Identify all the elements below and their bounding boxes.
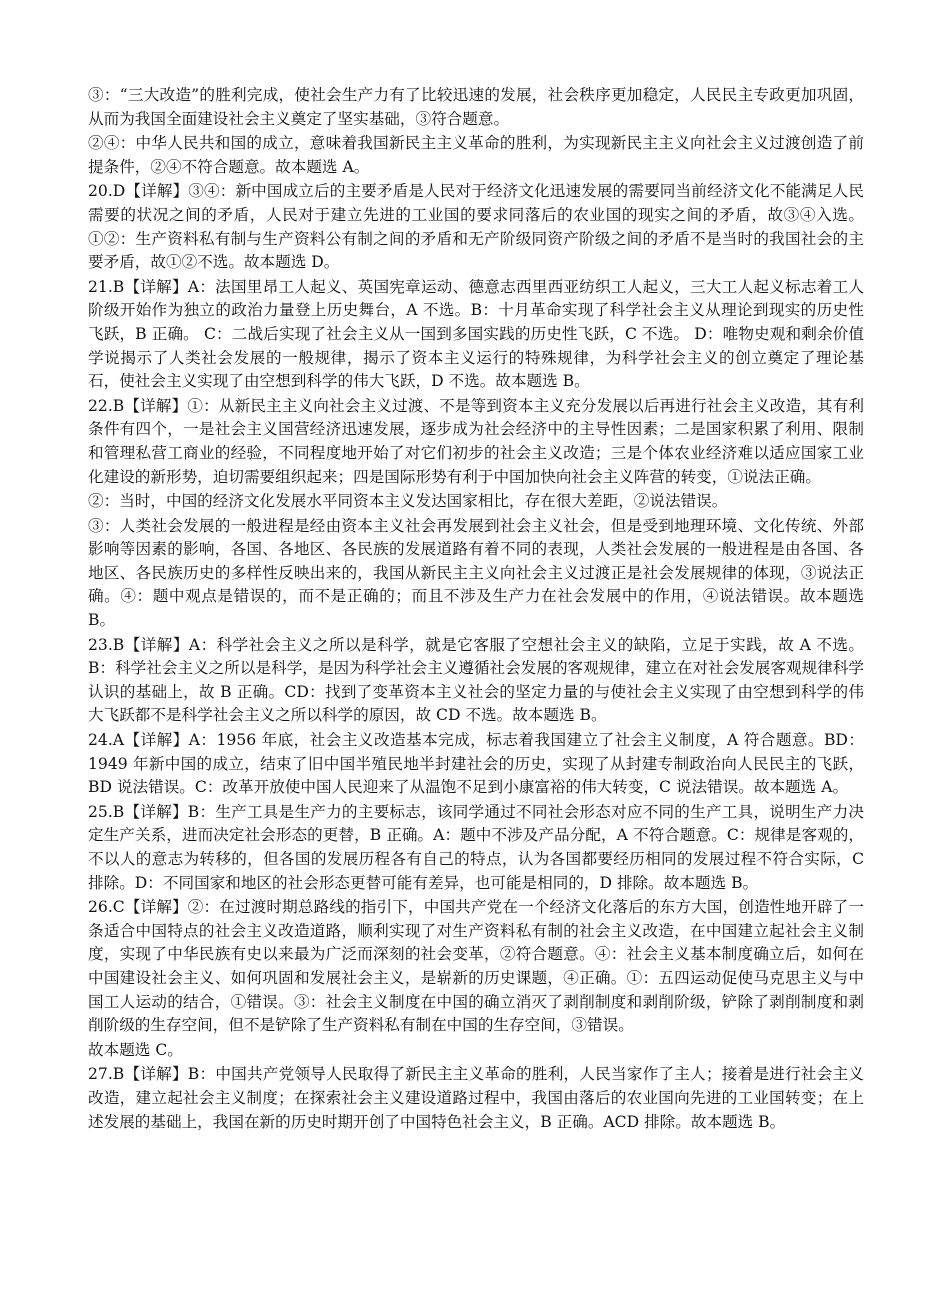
paragraph-q26: 26.C【详解】②：在过渡时期总路线的指引下，中国共产党在一个经济文化落后的东方大国，创造性地开辟了一条适合中国特点的社会主义改造道路，顺利实现了对生产资料私有制的社会主义改造，在中国建立起社会主义制度，实现了中华民族有史以来最为广泛而深刻的社会变革，②符合题意。④：社会主义基本制度确立后，如何在中国建设社会主义、如何巩固和发展社会主义，是崭新的历史课题，④正确。①：五四运动促使马克思主义与中国工人运动的结合，①错误。③：社会主义制度在中国的确立消灭了剥削制度和剥削阶级，铲除了剥削制度和剥削阶级的生存空间，但不是铲除了生产资料私有制在中国的生存空间，③错误。 bbox=[88, 898, 864, 1035]
paragraph-q19-point-2-4: ②④：中华人民共和国的成立，意味着我国新民主主义革命的胜利，为实现新民主主义向社会主义过渡创造了前提条件，②④不符合题意。故本题选 A。 bbox=[88, 134, 864, 176]
paragraph-q22-point-1: 22.B【详解】①：从新民主主义向社会主义过渡、不是等到资本主义充分发展以后再进行社会主义改造，其有利条件有四个，一是社会主义国营经济迅速发展，逐步成为社会经济中的主导性因素；二是国家积累了利用、限制和管理私营工商业的经验，不同程度地开始了对它们初步的社会主义改造；三是个体农业经济难以适应国家工业化建设的新形势，迫切需要组织起来；四是国际形势有利于中国加快向社会主义阵营的转变，①说法正确。 bbox=[88, 396, 864, 486]
answer-explanations bbox=[88, 84, 864, 1134]
paragraph-q21: 21.B【详解】A：法国里昂工人起义、英国宪章运动、德意志西里西亚纺织工人起义，三大工人起义标志着工人阶级开始作为独立的政治力量登上历史舞台，A 不选。B：十月革命实现了科学社会主义从理论到现实的历史性飞跃，B 正确。 C：二战后实现了社会主义从一国到多国实践的历史性飞跃，C 不选。 D：唯物史观和剩余价值学说揭示了人类社会发展的一般规律，揭示了资本主义运行的特殊规律，为科学社会主义的创立奠定了理论基石，使社会主义实现了由空想到科学的伟大飞跃，D 不选。故本题选 B。 bbox=[88, 277, 864, 391]
paragraph-q23: 23.B【详解】A：科学社会主义之所以是科学，就是它客服了空想社会主义的缺陷，立足于实践，故 A 不选。B：科学社会主义之所以是科学，是因为科学社会主义遵循社会发展的客观规律，建立在对社会发展客观规律科学认识的基础上，故 B 正确。CD：找到了变革资本主义社会的坚定力量的与使社会主义实现了由空想到科学的伟大飞跃都不是科学社会主义之所以科学的原因，故 CD 不选。故本题选 B。 bbox=[88, 635, 864, 725]
paragraph-q26-conclusion: 故本题选 C。 bbox=[88, 1040, 183, 1059]
paragraph-q27: 27.B【详解】B：中国共产党领导人民取得了新民主主义革命的胜利，人民当家作了主人；接着是进行社会主义改造，建立起社会主义制度；在探索社会主义建设道路过程中，我国由落后的农业国向先进的工业国转变；在上述发展的基础上，我国在新的历史时期开创了中国特色社会主义，B 正确。ACD 排除。故本题选 B。 bbox=[88, 1065, 864, 1131]
paragraph-q19-point-3: ③：“三大改造”的胜利完成，使社会生产力有了比较迅速的发展，社会秩序更加稳定，人民民主专政更加巩固，从而为我国全面建设社会主义奠定了坚实基础，③符合题意。 bbox=[88, 86, 864, 128]
paragraph-q22-point-3-4: ③：人类社会发展的一般进程是经由资本主义社会再发展到社会主义社会，但是受到地理环境、文化传统、外部影响等因素的影响，各国、各地区、各民族的发展道路有着不同的表现，人类社会发展的一般进程是由各国、各地区、各民族历史的多样性反映出来的，我国从新民主主义向社会主义过渡正是社会发展规律的体现，③说法正确。④：题中观点是错误的，而不是正确的；而且不涉及生产力在社会发展中的作用，④说法错误。故本题选 B。 bbox=[88, 516, 864, 630]
paragraph-q22-point-2: ②：当时，中国的经济文化发展水平同资本主义发达国家相比，存在很大差距，②说法错误。 bbox=[88, 492, 728, 511]
paragraph-q25: 25.B【详解】B：生产工具是生产力的主要标志，该同学通过不同社会形态对应不同的生产工具，说明生产力决定生产关系，进而决定社会形态的更替，B 正确。A：题中不涉及产品分配，A 不符合题意。C：规律是客观的，不以人的意志为转移的，但各国的发展历程各有自己的特点，认为各国都要经历相同的发展过程不符合实际，C 排除。D：不同国家和地区的社会形态更替可能有差异，也可能是相同的，D 排除。故本题选 B。 bbox=[88, 802, 864, 892]
paragraph-q20: 20.D【详解】③④：新中国成立后的主要矛盾是人民对于经济文化迅速发展的需要同当前经济文化不能满足人民需要的状况之间的矛盾，人民对于建立先进的工业国的要求同落后的农业国的现实之间的矛盾，故③④入选。①②：生产资料私有制与生产资料公有制之间的矛盾和无产阶级同资产阶级之间的矛盾不是当时的我国社会的主要矛盾，故①②不选。故本题选 D。 bbox=[88, 182, 864, 272]
paragraph-q24: 24.A【详解】A：1956 年底，社会主义改造基本完成，标志着我国建立了社会主义制度，A 符合题意。BD：1949 年新中国的成立，结束了旧中国半殖民地半封建社会的历史，实现了从封建专制政治向人民民主的飞跃，BD 说法错误。C：改革开放使中国人民迎来了从温饱不足到小康富裕的伟大转变，C 说法错误。故本题选 A。 bbox=[88, 731, 864, 797]
